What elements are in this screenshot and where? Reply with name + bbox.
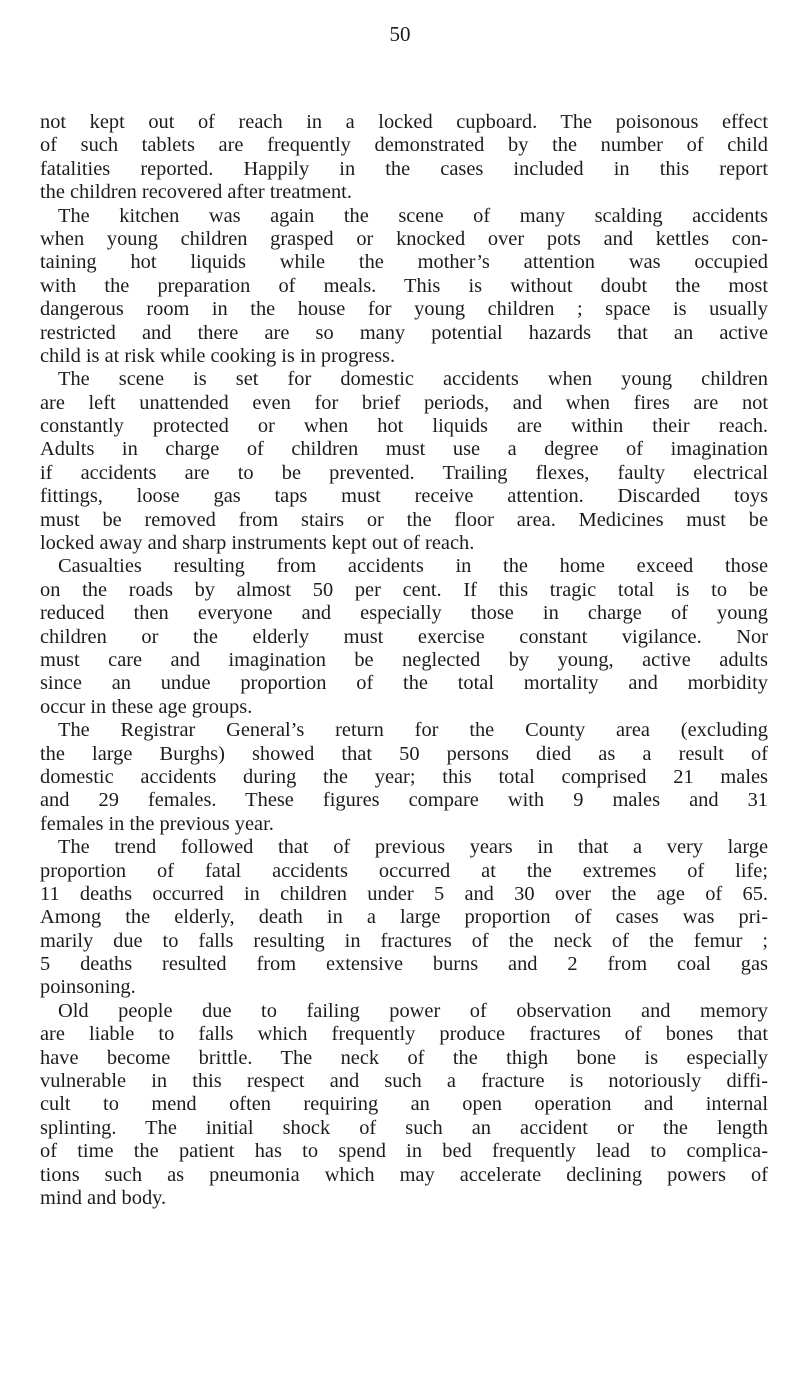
text-line: females in the previous year. [40,812,274,835]
text-line: must care and imagination be neglected by young, active adults [40,648,768,671]
text-line: Casualties resulting from accidents in the home exceed those [58,555,768,578]
text-line: The trend followed that of previous years in that a very large [58,836,768,859]
text-line: cult to mend often requiring an open operation and internal [40,1093,768,1116]
text-line: and 29 females. These figures compare with 9 males and 31 [40,789,768,812]
text-line: Adults in charge of children must use a degree of imagination [40,438,768,461]
text-line: reduced then everyone and especially those in charge of young [40,602,768,625]
text-line: tions such as pneumonia which may accelerate declining powers of [40,1163,768,1186]
text-line: occur in these age groups. [40,695,253,718]
text-line: taining hot liquids while the mother’s attention was occupied [40,251,768,274]
text-line: when young children grasped or knocked over pots and kettles con- [40,227,768,250]
text-line: constantly protected or when hot liquids are within their reach. [40,415,768,438]
text-line: children or the elderly must exercise constant vigilance. Nor [40,625,768,648]
text-line: vulnerable in this respect and such a fracture is notoriously diffi- [40,1070,768,1093]
text-line: marily due to falls resulting in fractures of the neck of the femur ; [40,929,768,952]
text-line: The Registrar General’s return for the County area (excluding [58,719,768,742]
text-line: the children recovered after treatment. [40,181,352,204]
text-line: restricted and there are so many potential hazards that an active [40,321,768,344]
text-line: with the preparation of meals. This is without doubt the most [40,274,768,297]
page-number: 50 [389,22,411,46]
text-line: of such tablets are frequently demonstrated by the number of child [40,134,768,157]
text-line: not kept out of reach in a locked cupboard. The poisonous effect [40,111,768,133]
text-line: mind and body. [40,1186,167,1209]
text-line: child is at risk while cooking is in progress. [40,344,396,367]
body-text [40,111,768,1210]
text-line: domestic accidents during the year; this total comprised 21 males [40,765,768,788]
text-line: Among the elderly, death in a large proportion of cases was pri- [40,906,768,929]
text-line: 5 deaths resulted from extensive burns and 2 from coal gas [40,953,768,976]
text-line: fittings, loose gas taps must receive attention. Discarded toys [40,485,768,508]
text-line: since an undue proportion of the total mortality and morbidity [40,672,768,695]
text-line: must be removed from stairs or the floor area. Medicines must be [40,508,768,531]
text-line: are liable to falls which frequently produce fractures of bones that [40,1023,768,1046]
text-line: 11 deaths occurred in children under 5 and 30 over the age of 65. [40,882,768,905]
text-line: of time the patient has to spend in bed frequently lead to complica- [40,1140,768,1163]
text-line: The kitchen was again the scene of many scalding accidents [58,204,768,227]
text-line: proportion of fatal accidents occurred at the extremes of life; [40,859,768,882]
text-line: The scene is set for domestic accidents when young children [58,368,768,391]
text-line: splinting. The initial shock of such an accident or the length [40,1116,768,1139]
text-line: on the roads by almost 50 per cent. If this tragic total is to be [40,578,768,601]
text-line: fatalities reported. Happily in the cases included in this report [40,157,768,180]
text-line: the large Burghs) showed that 50 persons died as a result of [40,742,768,765]
text-line: if accidents are to be prevented. Trailing flexes, faulty electrical [40,461,768,484]
text-line: Old people due to failing power of observation and memory [58,999,768,1022]
text-line: are left unattended even for brief periods, and when fires are not [40,391,768,414]
text-line: poinsoning. [40,976,136,999]
text-line: locked away and sharp instruments kept out of reach. [40,532,475,555]
text-line: have become brittle. The neck of the thigh bone is especially [40,1046,768,1069]
text-line: dangerous room in the house for young children ; space is usually [40,298,768,321]
